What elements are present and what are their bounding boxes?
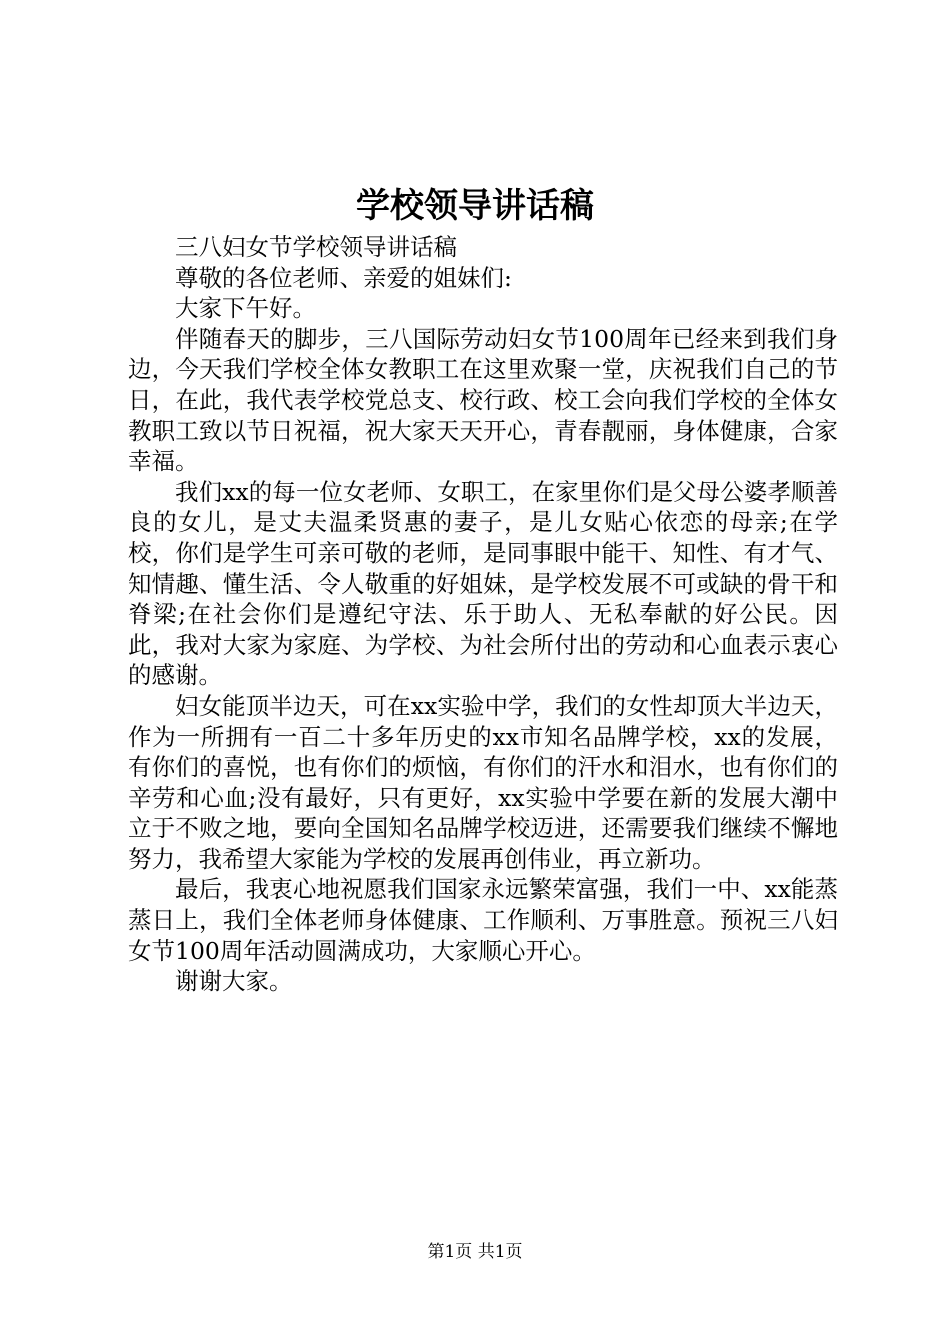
paragraph-closing: 谢谢大家。 (175, 967, 293, 996)
page-footer: 第1页 共1页 (427, 1242, 523, 1262)
paragraph-greeting: 大家下午好。 (175, 294, 316, 323)
paragraph-body: 最后，我衷心地祝愿我们国家永远繁荣富强，我们一中、xx能蒸蒸日上，我们全体老师身体健康、工作顺利、万事胜意。预祝三八妇女节100周年活动圆满成功，大家顺心开心。 (128, 875, 838, 965)
paragraph-body: 妇女能顶半边天，可在xx实验中学，我们的女性却顶大半边天，作为一所拥有一百二十多年历史的xx市知名品牌学校，xx的发展，有你们的喜悦，也有你们的烦恼，有你们的汗水和泪水，也有你们的辛劳和心血;没有最好，只有更好，xx实验中学要在新的发展大潮中立于不败之地，要向全国知名品牌学校迈进，还需要我们继续不懈地努力，我希望大家能为学校的发展再创伟业，再立新功。 (128, 691, 838, 873)
document-title: 学校领导讲话稿 (356, 186, 594, 226)
document-body (128, 232, 838, 997)
paragraph-body: 伴随春天的脚步，三八国际劳动妇女节100周年已经来到我们身边，今天我们学校全体女教职工在这里欢聚一堂，庆祝我们自己的节日，在此，我代表学校党总支、校行政、校工会向我们学校的全体女教职工致以节日祝福，祝大家天天开心，青春靓丽，身体健康，合家幸福。 (128, 324, 838, 476)
paragraph-salutation: 尊敬的各位老师、亲爱的姐妹们: (175, 263, 512, 292)
paragraph-subtitle: 三八妇女节学校领导讲话稿 (175, 233, 457, 261)
paragraph-body: 我们xx的每一位女老师、女职工，在家里你们是父母公婆孝顺善良的女儿，是丈夫温柔贤惠的妻子，是儿女贴心依恋的母亲;在学校，你们是学生可亲可敬的老师，是同事眼中能干、知性、有才气、知情趣、懂生活、令人敬重的好姐妹，是学校发展不可或缺的骨干和脊梁;在社会你们是遵纪守法、乐于助人、无私奉献的好公民。因此，我对大家为家庭、为学校、为社会所付出的劳动和心血表示衷心的感谢。 (128, 477, 838, 690)
